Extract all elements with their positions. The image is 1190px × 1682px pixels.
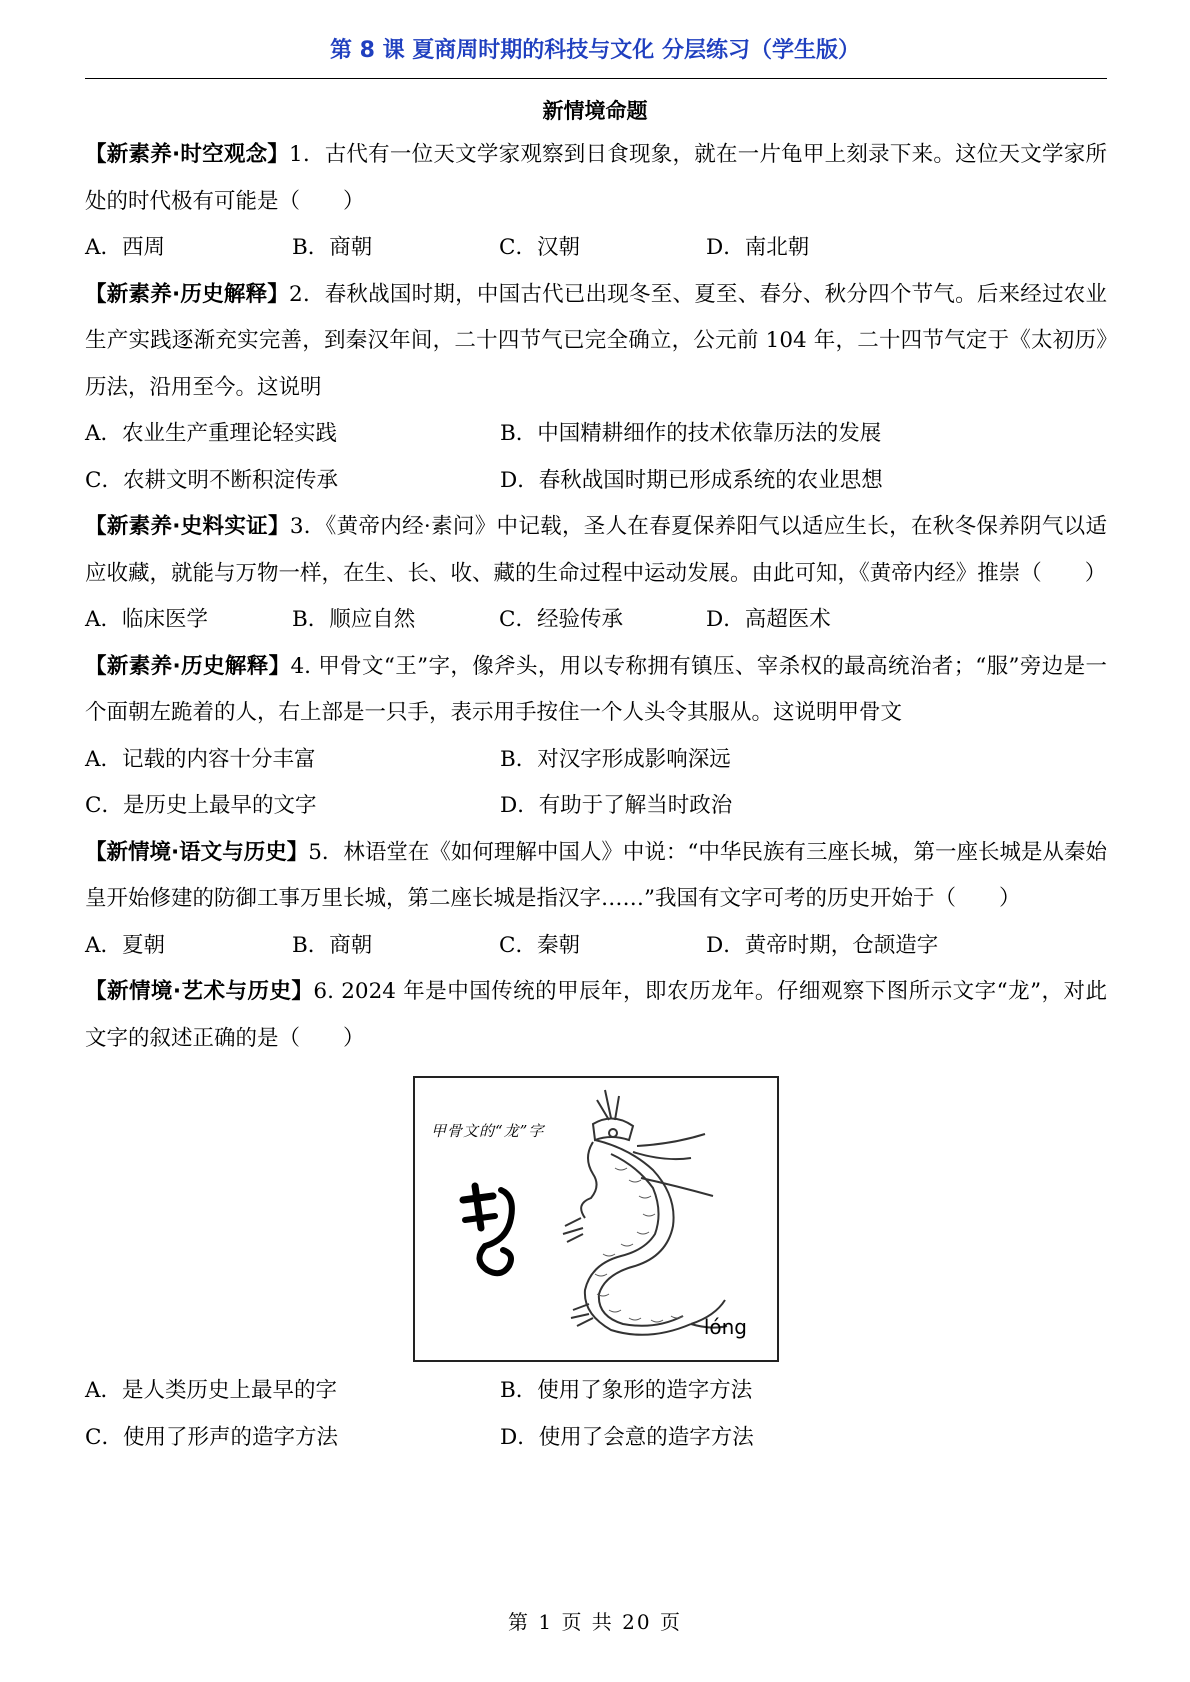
option-list (85, 225, 1107, 272)
option-a[interactable]: A．是人类历史上最早的字 (85, 1378, 338, 1403)
question-6 (85, 969, 1107, 1461)
option-a[interactable]: A．西周 (85, 235, 166, 260)
option-b[interactable]: B．商朝 (292, 235, 373, 260)
question-2 (85, 272, 1107, 505)
option-c[interactable]: C．秦朝 (499, 932, 580, 958)
option-c[interactable]: C．经验传承 (499, 607, 623, 632)
oracle-bone-dragon-glyph (463, 1186, 512, 1273)
option-c[interactable]: C．使用了形声的造字方法 (85, 1424, 338, 1450)
option-d[interactable]: D．有助于了解当时政治 (500, 793, 733, 818)
option-b[interactable]: B．中国精耕细作的技术依靠历法的发展 (500, 421, 882, 446)
section-title: 新情境命题 (542, 99, 648, 123)
question-tag: 【新情境·语文与历史】 (85, 839, 309, 865)
option-b[interactable]: B．商朝 (292, 932, 373, 958)
option-c[interactable]: C．汉朝 (499, 235, 580, 260)
option-a[interactable]: A．夏朝 (85, 932, 166, 958)
question-tag: 【新情境·艺术与历史】 (85, 979, 314, 1004)
question-1 (85, 132, 1107, 272)
option-list (85, 923, 1107, 970)
option-d[interactable]: D．南北朝 (706, 235, 810, 260)
question-stem: 1．古代有一位天文学家观察到日食现象，就在一片龟甲上刻录下来。这位天文学家所处的时代极有可能是（ ） (85, 142, 1108, 214)
option-c[interactable]: C．农耕文明不断积淀传承 (85, 467, 338, 493)
question-3 (85, 504, 1107, 644)
question-stem: 3．《黄帝内经·素问》中记载，圣人在春夏保养阳气以适应生长，在秋冬保养阴气以适应收藏，就能与万物一样，在生、长、收、藏的生命过程中运动发展。由此可知，《黄帝内经》推崇（ ） (85, 514, 1107, 586)
option-list (85, 597, 1107, 644)
option-d[interactable]: D．春秋战国时期已形成系统的农业思想 (500, 467, 883, 493)
question-list (85, 132, 1107, 1461)
question-stem: 6. 2024 年是中国传统的甲辰年，即农历龙年。仔细观察下图所示文字“龙”，对此文字的叙述正确的是（ ） (85, 979, 1108, 1051)
option-b[interactable]: B．对汉字形成影响深远 (500, 746, 731, 772)
option-d[interactable]: D．使用了会意的造字方法 (500, 1424, 754, 1450)
page-footer: 第 1 页 共 20 页 (508, 1610, 682, 1634)
dragon-scales (595, 1168, 683, 1322)
option-b[interactable]: B．顺应自然 (292, 607, 416, 632)
option-a[interactable]: A．记载的内容十分丰富 (85, 746, 316, 772)
figure-container (85, 1076, 1107, 1362)
dragon-figure (413, 1076, 779, 1362)
question-stem: 2．春秋战国时期，中国古代已出现冬至、夏至、春分、秋分四个节气。后来经过农业生产实践逐渐充实完善，到秦汉年间，二十四节气已完全确立，公元前 104 年，二十四节气定于《太初历》历法，沿用至今。这说明 (85, 281, 1108, 400)
option-d[interactable]: D．高超医术 (706, 607, 831, 632)
page-header-title: 第 8 课 夏商周时期的科技与文化 分层练习（学生版） (330, 38, 860, 63)
option-a[interactable]: A．临床医学 (85, 607, 209, 632)
question-stem: 4. 甲骨文“王”字，像斧头，用以专称拥有镇压、宰杀权的最高统治者；“服”旁边是一个面朝左跪着的人，右上部是一只手，表示用手按住一个人头令其服从。这说明甲骨文 (85, 653, 1107, 725)
option-a[interactable]: A．农业生产重理论轻实践 (85, 421, 338, 446)
question-4 (85, 644, 1107, 830)
header-divider (85, 78, 1107, 79)
option-b[interactable]: B．使用了象形的造字方法 (500, 1378, 753, 1403)
option-list (85, 411, 1107, 504)
question-tag: 【新素养·历史解释】 (85, 653, 291, 679)
figure-caption: 甲骨文的“龙”字 (431, 1122, 545, 1140)
option-list (85, 1368, 1107, 1461)
option-list (85, 737, 1107, 830)
figure-pinyin-label: lóng (703, 1314, 747, 1339)
question-tag: 【新素养·史料实证】 (85, 514, 290, 539)
option-c[interactable]: C．是历史上最早的文字 (85, 793, 317, 818)
option-d[interactable]: D．黄帝时期，仓颉造字 (706, 932, 939, 958)
question-tag: 【新素养·历史解释】 (85, 281, 290, 307)
question-tag: 【新素养·时空观念】 (85, 142, 290, 167)
question-5 (85, 830, 1107, 970)
dragon-drawing (563, 1090, 727, 1335)
question-stem: 5．林语堂在《如何理解中国人》中说：“中华民族有三座长城，第一座长城是从秦始皇开始修建的防御工事万里长城，第二座长城是指汉字……”我国有文字可考的历史开始于（ ） (85, 839, 1107, 911)
